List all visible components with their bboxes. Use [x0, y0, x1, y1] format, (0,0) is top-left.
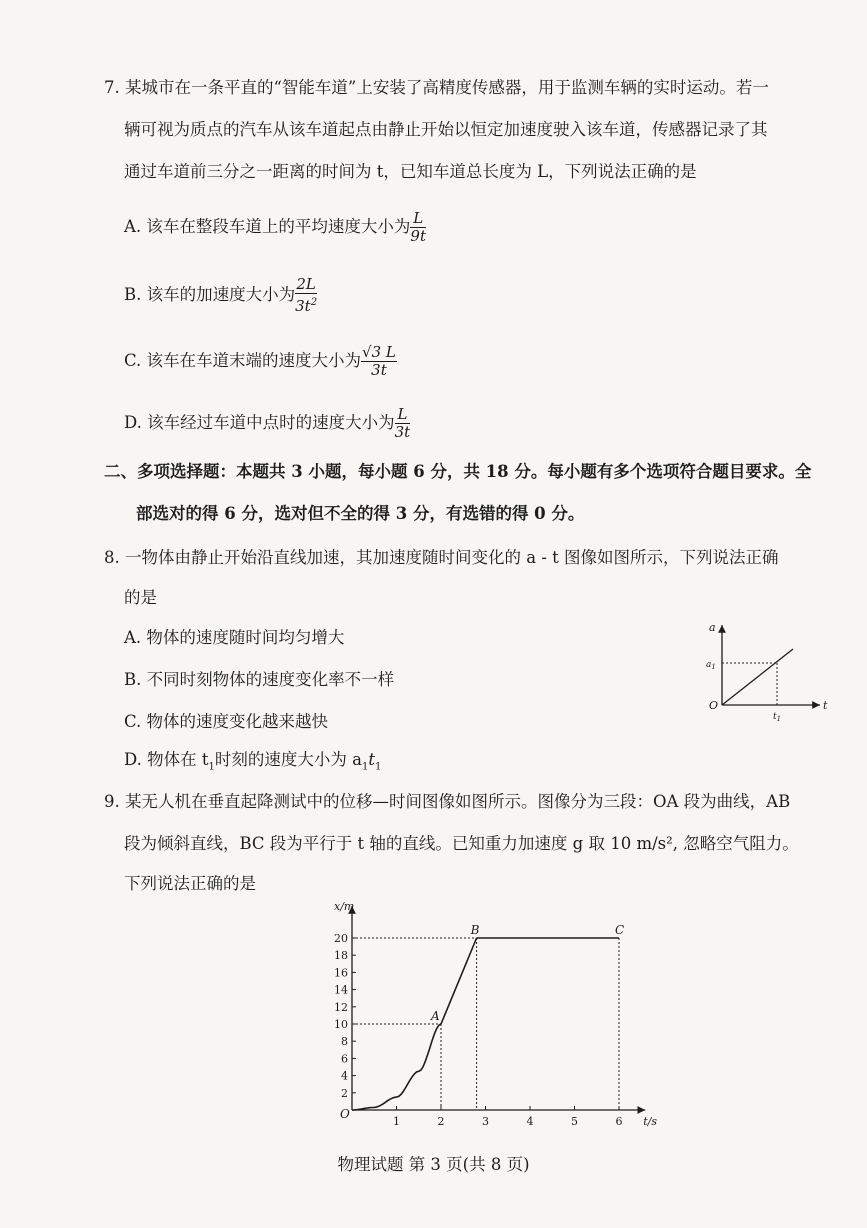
q7-option-b-text: B. 该车的加速度大小为	[124, 285, 296, 304]
y-tick-label: 14	[334, 983, 348, 997]
q8-option-c[interactable]: C. 物体的速度变化越来越快	[124, 712, 329, 731]
section2-heading-line1: 二、多项选择题：本题共 3 小题，每小题 6 分，共 18 分。每小题有多个选项符合题目要求。全	[104, 462, 812, 481]
q9-stem-line2: 段为倾斜直线，BC 段为平行于 t 轴的直线。已知重力加速度 g 取 10 m/s², 忽略空气阻力。	[124, 834, 799, 853]
y-tick-label: 8	[341, 1035, 348, 1049]
q8-option-a[interactable]: A. 物体的速度随时间均匀增大	[124, 628, 345, 647]
q7-stem-line3: 通过车道前三分之一距离的时间为 t，已知车道总长度为 L，下列说法正确的是	[124, 162, 697, 181]
y-tick-label: 20	[334, 932, 348, 945]
origin-label: O	[340, 1107, 350, 1121]
y-tick-label: 2	[341, 1086, 348, 1100]
q8-stem-line2: 的是	[124, 588, 157, 607]
q7-option-a-text: A. 该车在整段车道上的平均速度大小为	[124, 217, 411, 236]
y-axis-label: x/m	[334, 900, 355, 913]
series-AB	[441, 938, 477, 1024]
q7-stem-line1: 7. 某城市在一条平直的“智能车道”上安装了高精度传感器，用于监测车辆的实时运动。若一	[104, 78, 769, 97]
y-tick-label: 12	[334, 1000, 348, 1014]
y-tick-label: 6	[341, 1052, 348, 1066]
y-tick-label: 4	[341, 1069, 348, 1083]
x-axis-label: t/s	[643, 1115, 658, 1128]
q8-stem-line1: 8. 一物体由静止开始沿直线加速，其加速度随时间变化的 a - t 图像如图所示，下列说法正确	[104, 548, 779, 567]
q7-option-d-text: D. 该车经过车道中点时的速度大小为	[124, 413, 395, 432]
q7-option-b-fraction: $\frac{2L}{3t^2}$	[295, 275, 318, 315]
point-label-B: B	[470, 923, 480, 937]
q8-at-graph	[700, 615, 835, 730]
q8-ytick: $a_1$	[706, 660, 716, 671]
series-OA	[352, 1024, 441, 1110]
x-tick-label: 4	[526, 1115, 534, 1128]
section2-heading-line2: 部选对的得 6 分，选对但不全的得 3 分，有选错的得 0 分。	[136, 504, 585, 523]
x-tick-label: 1	[393, 1115, 400, 1128]
q8-graph-line	[722, 649, 793, 705]
point-label-A: A	[431, 1009, 440, 1023]
y-tick-label: 10	[334, 1018, 348, 1031]
q7-stem-line2: 辆可视为质点的汽车从该车道起点由静止开始以恒定加速度驶入该车道，传感器记录了其	[124, 120, 768, 139]
q7-option-d[interactable]	[124, 406, 410, 441]
x-tick-label: 6	[615, 1115, 623, 1128]
q7-option-d-fraction: $\frac{L}{3t}$	[394, 405, 411, 441]
x-tick-label: 5	[571, 1115, 578, 1128]
y-tick-label: 18	[334, 949, 348, 963]
q9-stem-line1: 9. 某无人机在垂直起降测试中的位移—时间图像如图所示。图像分为三段：OA 段为曲线，AB	[104, 792, 791, 811]
q9-xt-chart	[310, 898, 658, 1138]
y-tick-label: 16	[334, 966, 348, 980]
q7-option-c-fraction: $\frac{√3 L}{3t}$	[362, 343, 396, 379]
q7-option-c[interactable]	[124, 344, 397, 379]
q7-option-a-fraction: $\frac{L}{9t}$	[410, 209, 426, 245]
q8-xtick: $t_1$	[773, 712, 782, 723]
q9-stem-line3: 下列说法正确的是	[124, 874, 256, 893]
q8-xlabel: t	[823, 699, 828, 712]
q8-origin: O	[709, 699, 719, 712]
q7-option-a[interactable]	[124, 210, 426, 245]
q7-option-c-text: C. 该车在车道末端的速度大小为	[124, 351, 362, 370]
point-label-C: C	[615, 923, 625, 937]
q8-option-d[interactable]: D. 物体在 $t_1$时刻的速度大小为 $a_1t_1$	[124, 750, 382, 773]
q8-option-b[interactable]: B. 不同时刻物体的速度变化率不一样	[124, 670, 395, 689]
q8-ylabel: a	[709, 621, 716, 634]
x-tick-label: 3	[482, 1115, 489, 1128]
q7-option-b[interactable]	[124, 276, 317, 315]
x-tick-label: 2	[437, 1115, 445, 1128]
page-footer: 物理试题 第 3 页(共 8 页)	[337, 1155, 530, 1174]
